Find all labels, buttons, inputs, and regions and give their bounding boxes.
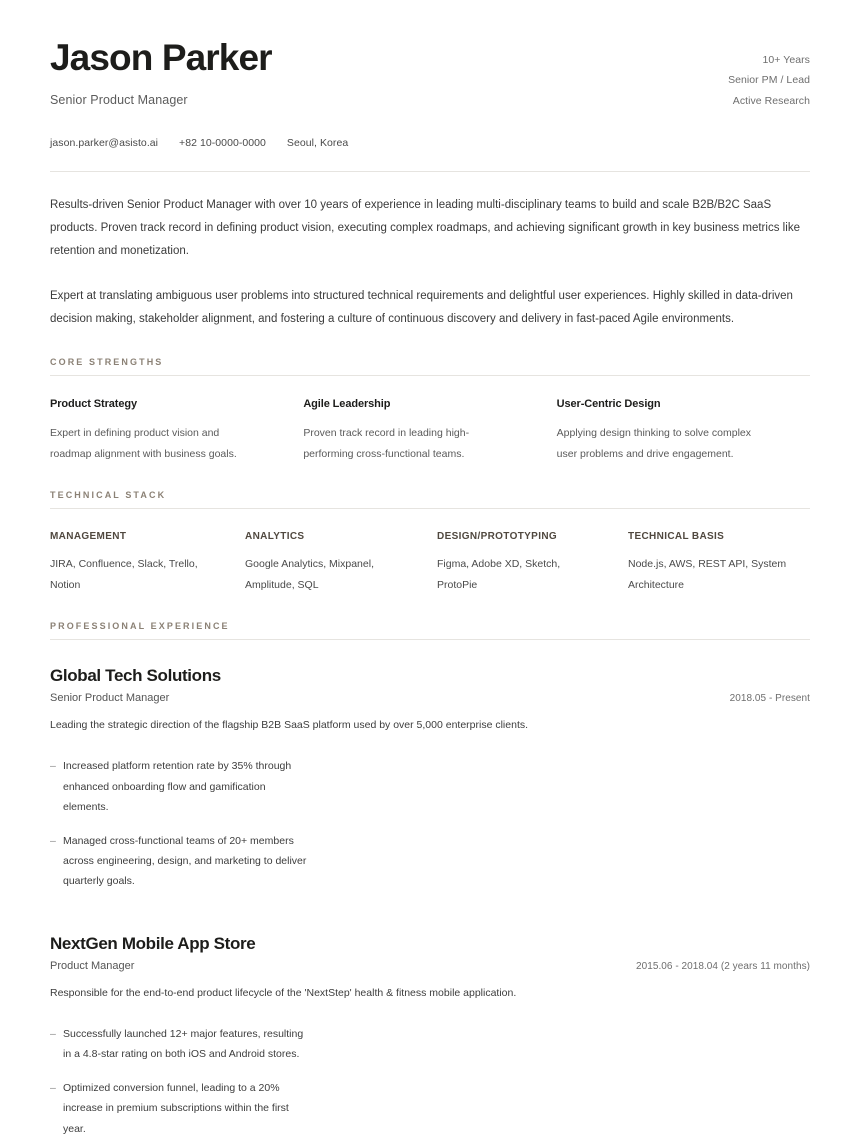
header-identity [50,38,272,107]
job-company-name: Global Tech Solutions [50,666,221,686]
job-bullet [50,756,310,817]
technical-stack-column-title: MANAGEMENT [50,531,127,543]
technical-stack-grid [50,531,810,595]
job-bullet [50,1024,310,1065]
bullet-dash-icon: – [50,834,56,847]
technical-stack-section [50,490,810,595]
badge-seniority: Senior PM / Lead [728,74,810,87]
core-strength-title: Agile Leadership [303,398,391,411]
job-summary: Leading the strategic direction of the flagship B2B SaaS platform used by over 5,000 enterprise clients. [50,719,529,732]
header-badges [728,38,810,111]
technical-stack-column [50,531,245,595]
job-meta [50,692,810,704]
header-divider [50,171,810,172]
badge-status: Active Research [732,94,810,107]
technical-stack-column-items: Google Analytics, Mixpanel, Amplitude, SQL [245,558,374,591]
job-meta [50,960,810,972]
job-bullet [50,831,310,892]
technical-stack-column-title: TECHNICAL BASIS [628,531,725,543]
badge-experience-years: 10+ Years [762,54,810,66]
core-strength-title: Product Strategy [50,398,138,411]
candidate-role: Senior Product Manager [50,92,188,107]
core-strengths-grid [50,398,810,464]
contact-phone[interactable]: +82 10-0000-0000 [179,137,266,150]
summary-paragraph-1: Results-driven Senior Product Manager with over 10 years of experience in leading multi-disciplinary teams to build and scale B2B/B2C SaaS products. Proven track record in defining product vision, executing complex roadmaps, and achieving significant growth in key business metrics like retention and monetization. [50,199,800,258]
job-date-range: 2015.06 - 2018.04 (2 years 11 months) [636,960,810,972]
experience-job [50,666,810,892]
job-bullet-text: Increased platform retention rate by 35% through enhanced onboarding flow and gamification elements. [63,760,292,814]
job-title: Senior Product Manager [50,692,170,705]
job-title: Product Manager [50,959,135,972]
bullet-dash-icon: – [50,1027,56,1040]
bullet-dash-icon: – [50,1081,56,1094]
experience-divider [50,639,810,640]
core-strength-description: Applying design thinking to solve complex user problems and drive engagement. [556,427,752,460]
resume-header [50,0,810,111]
candidate-name: Jason Parker [50,37,272,78]
bullet-dash-icon: – [50,760,56,773]
technical-stack-divider [50,508,810,509]
experience-job [50,934,810,1139]
contact-email[interactable]: jason.parker@asisto.ai [50,137,159,150]
technical-stack-column-items: Node.js, AWS, REST API, System Architecture [628,558,787,591]
core-strength-description: Proven track record in leading high-performing cross-functional teams. [303,427,470,460]
technical-stack-column [628,531,810,595]
technical-stack-label: TECHNICAL STACK [50,490,167,501]
core-strength-title: User-Centric Design [556,398,661,411]
experience-label: PROFESSIONAL EXPERIENCE [50,621,230,632]
job-bullet-text: Successfully launched 12+ major features, resulting in a 4.8-star rating on both iOS and Android stores. [63,1027,304,1061]
job-bullet-list [50,756,310,892]
core-strengths-label: CORE STRENGTHS [50,357,164,368]
core-strengths-divider [50,375,810,376]
job-bullet [50,1078,310,1139]
technical-stack-column-title: ANALYTICS [245,531,305,543]
core-strengths-section [50,357,810,464]
summary-paragraph-2: Expert at translating ambiguous user problems into structured technical requirements and delightful user experiences. Highly skilled in data-driven decision making, stakeholder alignment, and fostering a culture of continuous discovery and delivery in fast-paced Agile environments. [50,290,793,326]
summary-section [50,194,810,331]
job-summary: Responsible for the end-to-end product lifecycle of the 'NextStep' health & fitness mobile application. [50,986,517,999]
job-company-name: NextGen Mobile App Store [50,933,256,953]
technical-stack-column [437,531,628,595]
experience-section [50,621,810,1139]
core-strength-description: Expert in defining product vision and roadmap alignment with business goals. [50,427,237,460]
contact-line [50,137,810,149]
job-bullet-list [50,1024,310,1139]
job-bullet-text: Optimized conversion funnel, leading to a 20% increase in premium subscriptions within the first year. [63,1081,289,1135]
technical-stack-column-items: Figma, Adobe XD, Sketch, ProtoPie [437,558,561,591]
technical-stack-column-items: JIRA, Confluence, Slack, Trello, Notion [50,558,198,591]
contact-location: Seoul, Korea [286,137,349,150]
technical-stack-column [245,531,437,595]
job-spacer [50,892,810,908]
core-strength-item [303,398,556,464]
core-strength-item [50,398,303,464]
job-bullet-text: Managed cross-functional teams of 20+ members across engineering, design, and marketing to deliver quarterly goals. [63,834,307,888]
technical-stack-column-title: DESIGN/PROTOTYPING [437,531,558,543]
core-strength-item [557,398,810,464]
job-date-range: 2018.05 - Present [729,693,810,705]
